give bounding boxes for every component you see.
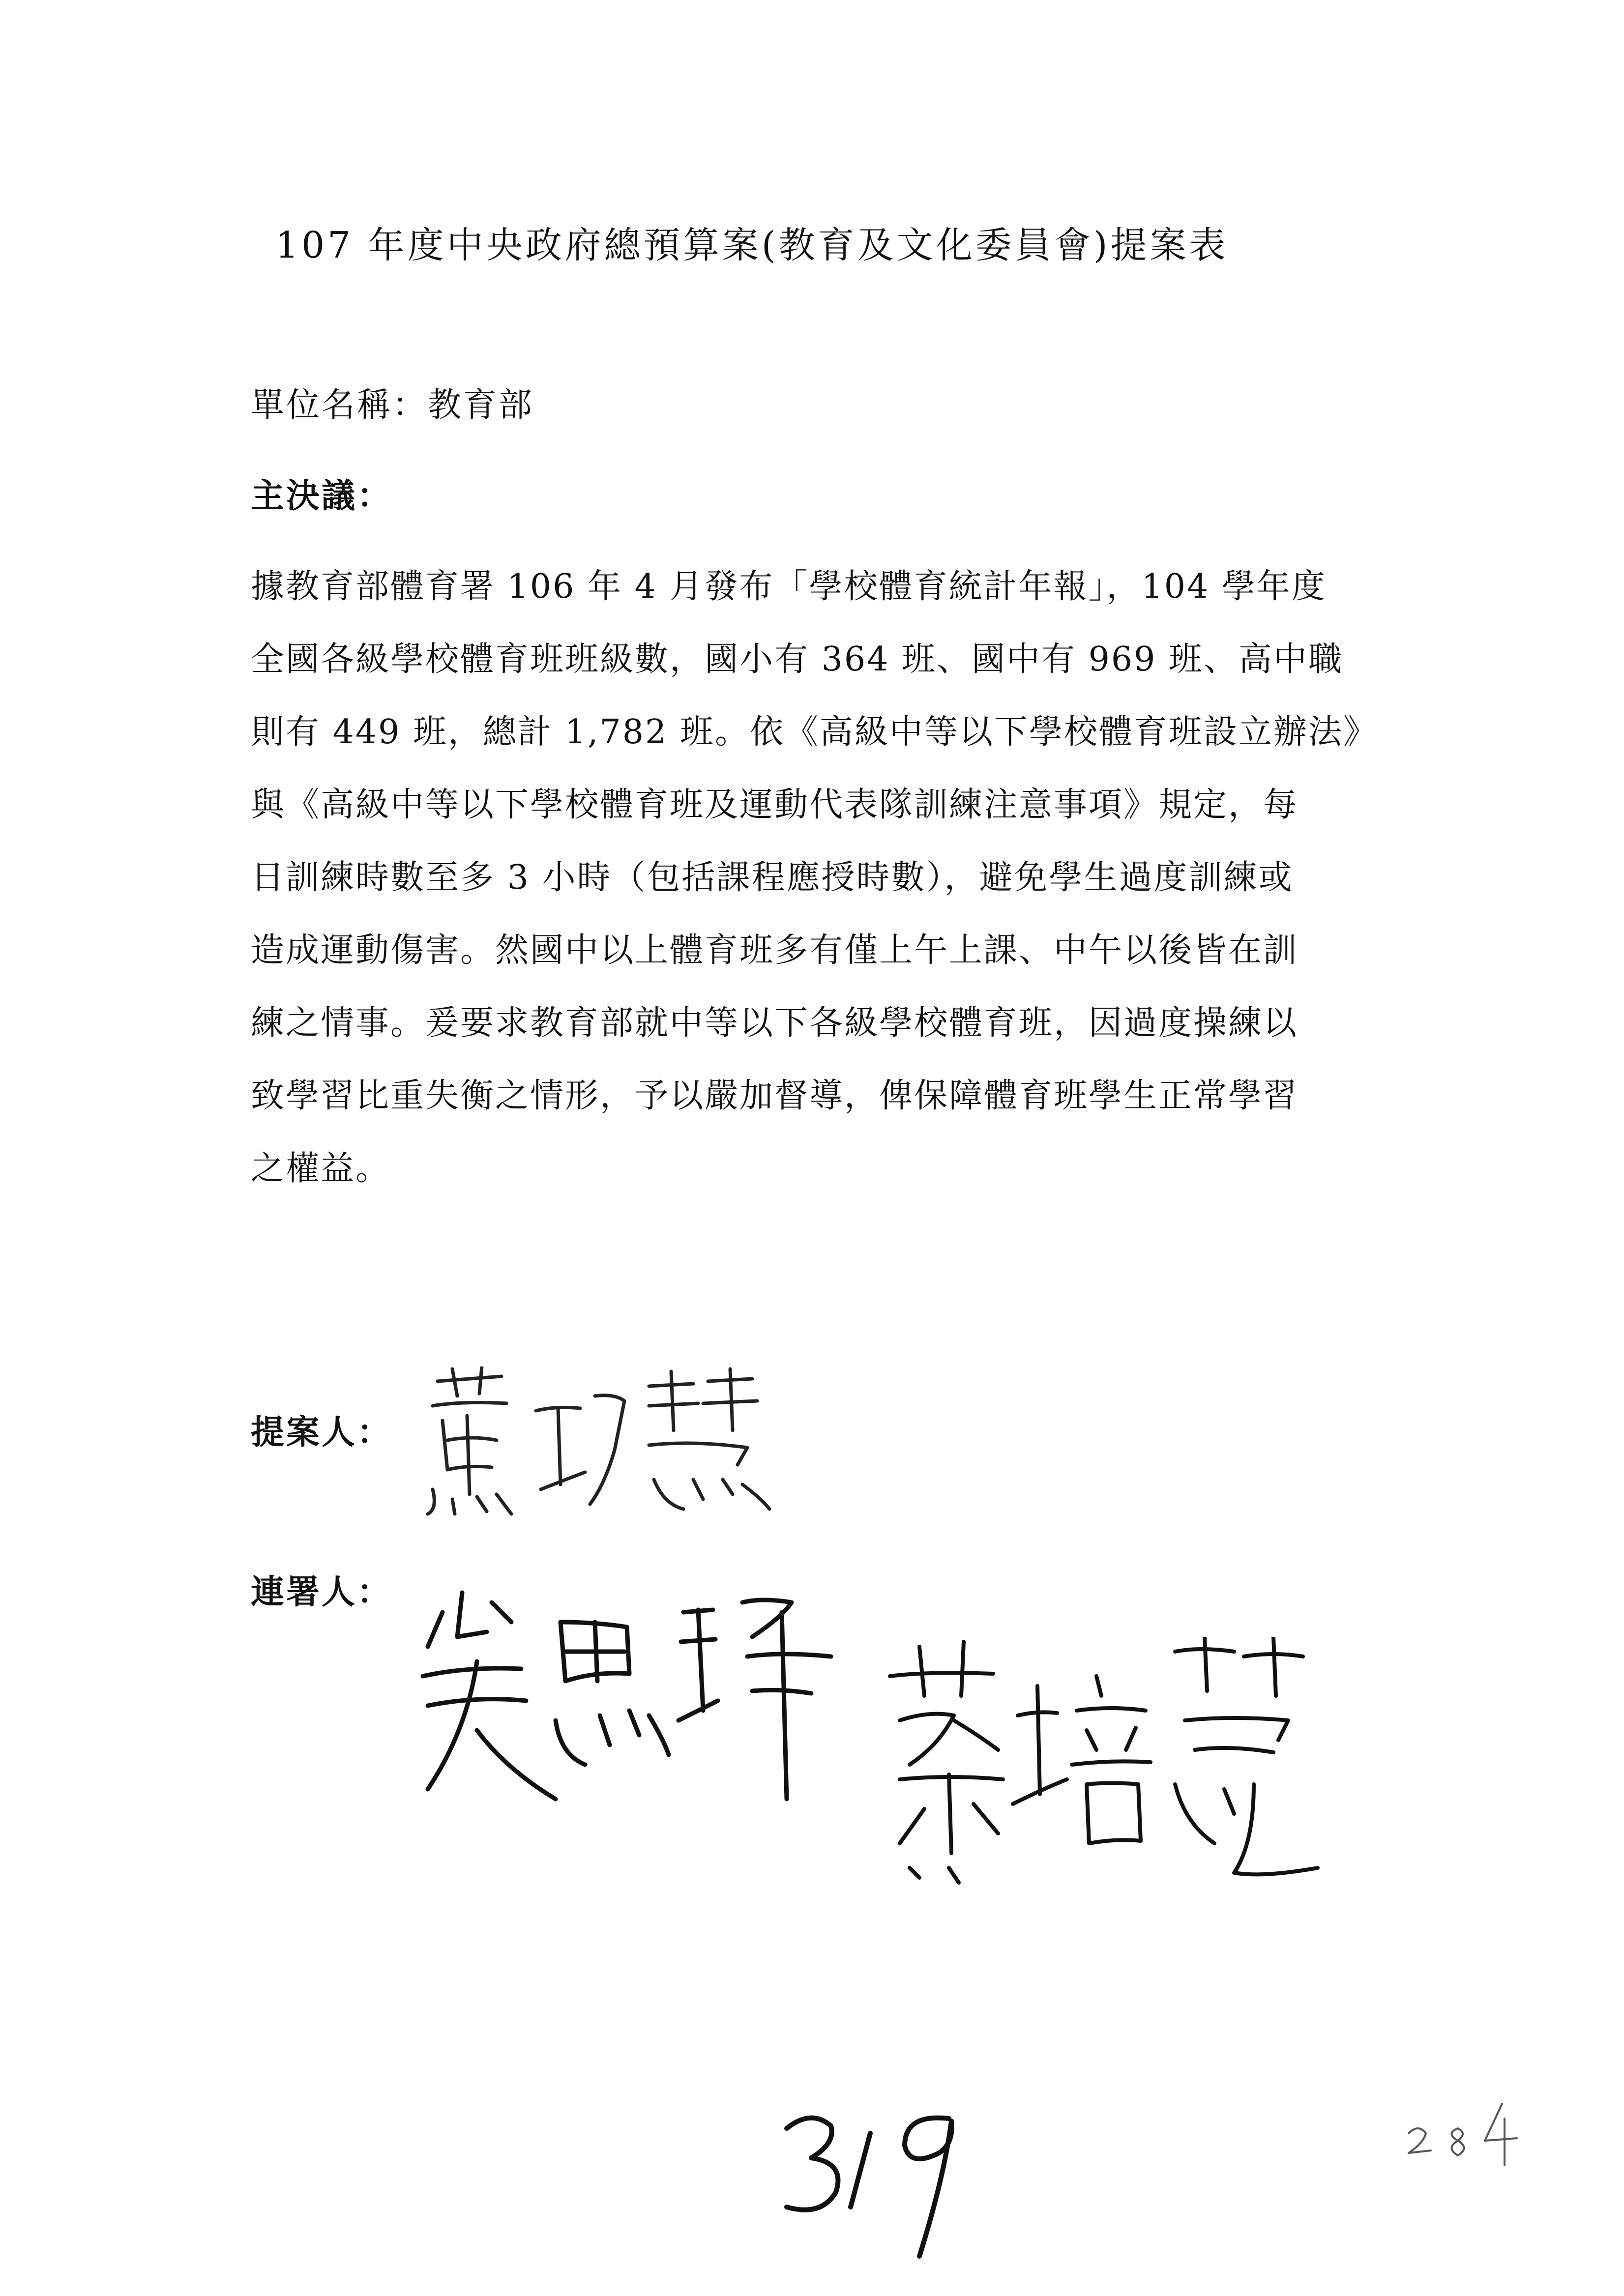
body-line: 與《高級中等以下學校體育班及運動代表隊訓練注意事項》規定，每 <box>251 785 1299 824</box>
main-resolution-label: 主決議： <box>251 476 393 516</box>
proposer-signature <box>418 1366 772 1519</box>
cosigner-label: 連署人： <box>251 1572 393 1612</box>
unit-name-line: 單位名稱：教育部 <box>251 386 534 425</box>
body-line: 日訓練時數至多 3 小時（包括課程應授時數），避免學生過度訓練或 <box>251 858 1294 897</box>
proposer-label: 提案人： <box>251 1413 393 1452</box>
handwritten-corner-number <box>1404 2099 1527 2168</box>
cosigner-signature-2 <box>880 1637 1323 1892</box>
body-line: 據教育部體育署 106 年 4 月發布「學校體育統計年報」，104 學年度 <box>251 567 1327 606</box>
body-line: 練之情事。爰要求教育部就中等以下各級學校體育班，因過度操練以 <box>251 1004 1299 1043</box>
body-line: 造成運動傷害。然國中以上體育班多有僅上午上課、中午以後皆在訓 <box>251 931 1299 970</box>
body-line: 全國各級學校體育班班級數，國小有 364 班、國中有 969 班、高中職 <box>251 640 1344 679</box>
handwritten-page-number <box>777 2099 983 2261</box>
document-title: 107 年度中央政府總預算案(教育及文化委員會)提案表 <box>275 224 1229 266</box>
body-line: 致學習比重失衡之情形，予以嚴加督導，俾保障體育班學生正常學習 <box>251 1076 1299 1115</box>
resolution-body <box>251 551 1382 1205</box>
body-line: 之權益。 <box>251 1149 391 1188</box>
body-line: 則有 449 班，總計 1,782 班。依《高級中等以下學校體育班設立辦法》 <box>251 713 1378 752</box>
cosigner-signature-1 <box>408 1583 841 1819</box>
